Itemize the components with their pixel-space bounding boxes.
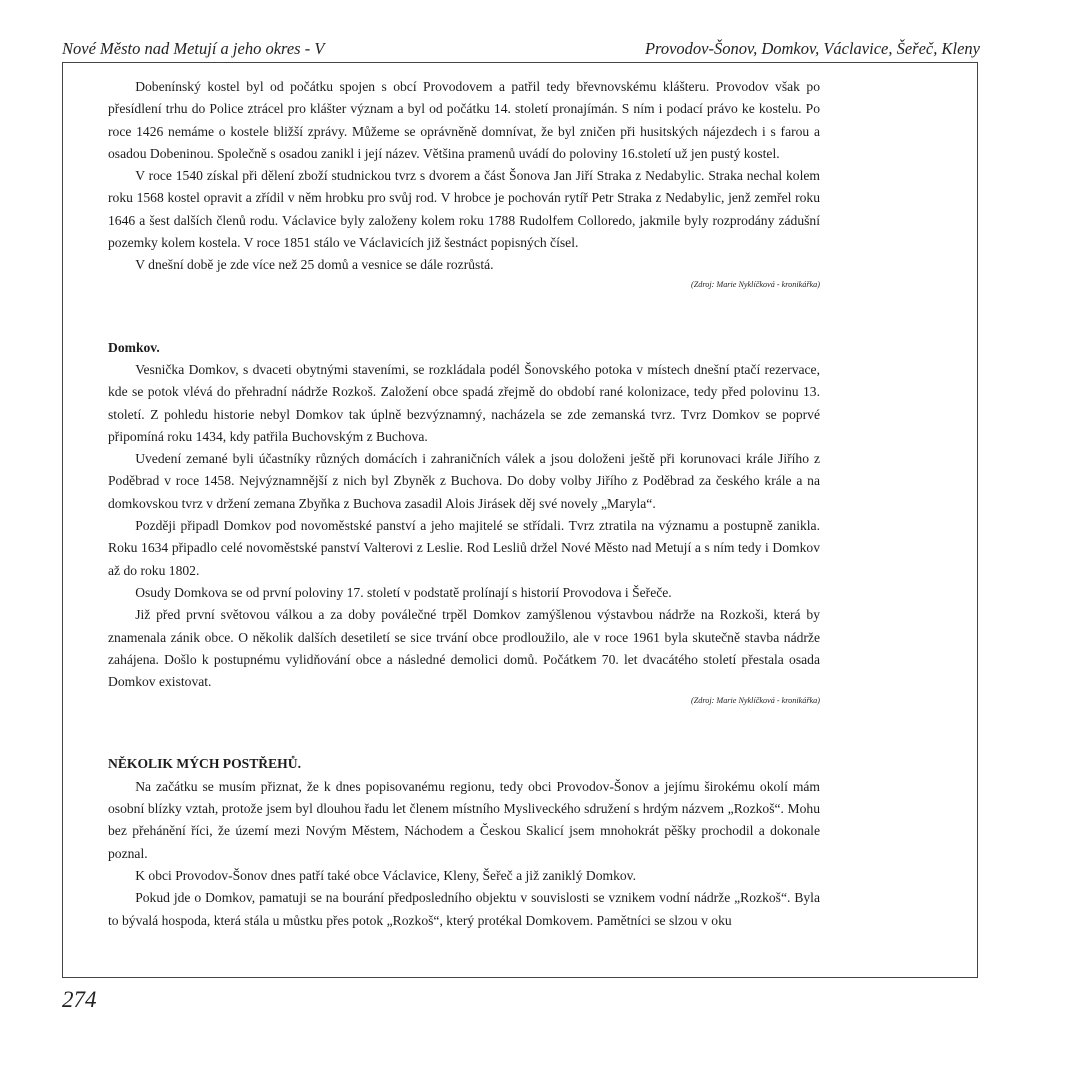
page-body xyxy=(108,76,820,932)
section-domkov xyxy=(108,337,820,708)
running-header xyxy=(62,38,980,60)
paragraph: Vesnička Domkov, s dvaceti obytnými staveními, se rozkládala podél Šonovského potoka v místech dnešní ptačí rezervace, kde se potok vlévá do přehradní nádrže Rozkoš. Založení obce spadá zřejmě do období rané kolonizace, tedy před polovinu 13. století. Z pohledu historie nebyl Domkov tak úplně bezvýznamný, nacházela se zde zemanská tvrz. Tvrz Domkov se poprvé připomíná roku 1434, kdy patřila Buchovským z Buchova. xyxy=(108,361,820,444)
paragraph: Uvedení zemané byli účastníky různých domácích i zahraničních válek a jsou doloženi ještě při korunovaci krále Jiřího z Poděbrad v roce 1458. Nejvýznamnější z nich byl Zbyněk z Buchova. Do doby volby Jiřího z Poděbrad za českého krále a na domkovskou tvrz v držení zemana Zbyňka z Buchova zasadil Alois Jirásek děj své novely „Maryla“. xyxy=(108,451,820,511)
section-postrehy xyxy=(108,753,820,931)
section-heading: NĚKOLIK MÝCH POSTŘEHŮ. xyxy=(108,756,301,772)
section-dobenin xyxy=(108,76,820,291)
paragraph: Na začátku se musím přiznat, že k dnes popisovanému regionu, tedy obci Provodov-Šonov a jejímu širokému okolí mám osobní blízky vztah, protože jsem byl dlouhou řadu let členem místního Mysliveckého sdružení s hrdým názvem „Rozkoš“. Mohu bez přehánění říci, že území mezi Novým Městem, Náchodem a Českou Skalicí jsem mnohokrát pěšky prochodil a dokonale poznal. xyxy=(108,778,820,861)
paragraph: Dobenínský kostel byl od počátku spojen s obcí Provodovem a patřil tedy břevnovskému klášteru. Provodov však po přesídlení trhu do Police ztrácel pro klášter význam a byl od počátku 14. století pronajímán. S ním i podací právo ke kostelu. Po roce 1426 nemáme o kostele bližší zprávy. Můžeme se oprávněně domnívat, že byl zničen při husitských nájezdech i s farou a osadou Dobeninou. Společně s osadou zanikl i její název. Většina pramenů uvádí do poloviny 16.století už jen pustý kostel. xyxy=(108,79,820,161)
paragraph: V roce 1540 získal při dělení zboží studnickou tvrz s dvorem a část Šonova Jan Jiří Straka z Nedabylic. Straka nechal kolem roku 1568 kostel opravit a zřídil v něm hrobku pro svůj rod. V hrobce je pochován rytíř Petr Straka z Nedabylic, jenž zemřel roku 1646 a šest dalších členů rodu. Václavice byly založeny kolem roku 1788 Rudolfem Colloredo, jakmile byly rozprodány zádušní pozemky kolem kostela. V roce 1851 stálo ve Václavicích již šestnáct popisných čísel. xyxy=(108,168,820,251)
paragraph: V dnešní době je zde více než 25 domů a vesnice se dále rozrůstá. xyxy=(135,257,494,273)
paragraph: K obci Provodov-Šonov dnes patří také obce Václavice, Kleny, Šeřeč a již zaniklý Domkov. xyxy=(135,867,636,883)
paragraph: Již před první světovou válkou a za doby poválečné trpěl Domkov zamýšlenou výstavbou nádrže na Rozkoši, která by znamenala zánik obce. O několik dalších desetiletí se sice trvání obce prodloužilo, ale v roce 1961 byla skutečně stavba nádrže zahájena. Došlo k postupnému vylidňování obce a následné demolici domů. Počátkem 70. let dvacátého století přestala osada Domkov existovat. xyxy=(108,607,820,690)
paragraph: Pokud jde o Domkov, pamatuji se na bourání předposledního objektu v souvislosti se vznikem vodní nádrže „Rozkoš“. Byla to bývalá hospoda, která stála u můstku přes potok „Rozkoš“, který protékal Domkovem. Pamětníci se slzou v oku xyxy=(108,890,820,928)
header-chapter-title: Provodov-Šonov, Domkov, Václavice, Šeřeč, Kleny xyxy=(644,39,980,58)
source-note: (Zdroj: Marie Nyklíčková - kronikářka) xyxy=(691,279,820,289)
section-heading: Domkov. xyxy=(108,339,160,355)
paragraph: Později připadl Domkov pod novoměstské panství a jeho majitelé se střídali. Tvrz ztratila na významu a postupně zanikla. Roku 1634 připadlo celé novoměstské panství Valterovi z Leslie. Rod Lesliů držel Nové Město nad Metují a s ním tedy i Domkov až do roku 1802. xyxy=(108,518,820,578)
page-number: 274 xyxy=(62,987,97,1012)
header-book-title: Nové Město nad Metují a jeho okres - V xyxy=(62,39,325,58)
paragraph: Osudy Domkova se od první poloviny 17. století v podstatě prolínají s historií Provodova i Šeřeče. xyxy=(135,584,672,600)
source-note: (Zdroj: Marie Nyklíčková - kronikářka) xyxy=(691,696,820,706)
